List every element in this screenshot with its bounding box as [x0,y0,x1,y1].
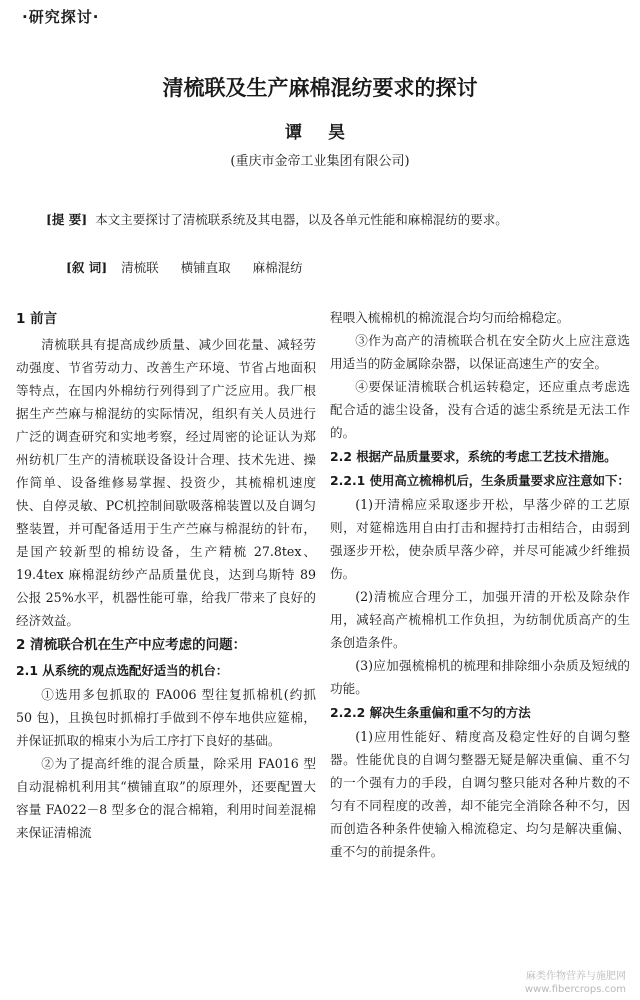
watermark-url: www.fibercrops.com [524,984,626,995]
paragraph: 程喂入梳棉机的棉流混合均匀而给棉稳定。 [330,310,570,325]
section-heading: 1 前言 [16,311,58,327]
paragraph: (1)开清棉应采取逐步开松，早落少碎的工艺原则，对筵棉选用自由打击和握持打击相结合，由弱到强逐步开松，使杂质早落少碎，并尽可能减少纤维损伤。 [330,497,630,581]
author-affiliation: (重庆市金帝工业集团有限公司) [230,154,410,169]
paragraph: (2)清梳应合理分工，加强开清的开松及除杂作用，减轻高产梳棉机工作负担，为纺制优质高产的生条创造条件。 [330,589,630,650]
keywords-label: [叙 词] [66,260,108,275]
paragraph: ③作为高产的清梳联合机在安全防火上应注意选用适当的防金属除杂器，以保证高速生产的安全。 [330,333,630,371]
keywords [66,258,606,276]
section-tag: ·研究探讨· [22,8,100,26]
right-column [330,306,630,863]
paragraph: ②为了提高纤维的混合质量，除采用 FA016 型自动混棉机利用其“横铺直取”的原理外，还要配置大容量 FA022－8 型多仓的混合棉箱，利用时间差混棉来保证清棉流 [16,756,316,840]
watermark-name: 麻类作物营养与施肥网 [526,971,626,982]
paragraph: ④要保证清梳联合机运转稳定，还应重点考虑选配合适的滤尘设备，没有合适的滤尘系统是无法工作的。 [330,379,630,440]
left-column [16,306,316,844]
paragraph: ①选用多包抓取的 FA006 型往复抓棉机(约抓 50 包)，且换包时抓棉打手做到不停车地供应筵棉，并保证抓取的棉束小为后工序打下良好的基础。 [16,687,316,748]
keyword: 横铺直取 [180,260,231,275]
article-author: 谭 昊 [285,123,355,143]
paragraph: (1)应用性能好、精度高及稳定性好的自调匀整器。性能优良的自调匀整器无疑是解决重偏、重不匀的一个强有力的手段，自调匀整只能对各种片数的不匀有不同程度的改善，却不能完全消除各种不匀，因而创造各种条件使输入棉流稳定、均匀是解决重偏、重不匀的前提条件。 [330,729,630,859]
watermark [525,970,626,996]
abstract-text: 本文主要探讨了清梳联系统及其电器，以及各单元性能和麻棉混纺的要求。 [95,212,508,227]
section-heading: 2 清梳联合机在生产中应考虑的问题： [16,637,247,653]
article-title: 清梳联及生产麻棉混纺要求的探讨 [162,76,478,100]
subsection-heading: 2.1 从系统的观点选配好适当的机台： [16,663,229,678]
keyword: 清梳联 [121,260,159,275]
paragraph: 清梳联具有提高成纱质量、减少回花量、减轻劳动强度、节省劳动力、改善生产环境、节省占地面积等特点，在国内外棉纺行列得到了广泛应用。我厂根据生产苎麻与棉混纺的实际情况，组织有关人员进行广泛的调查研究和实地考察，经过周密的论证认为郑州纺机厂生产的清梳联设备设计合理、技术先进、操作简单、设备维修易掌握、投资少，其梳棉机速度快、自停灵敏、PC机控制间歇吸落棉装置以及自调匀整装置，并可配备适用于生产苎麻与棉混纺的针布，是国产较新型的棉纺设备，生产精梳 27.8tex、19.4tex 麻棉混纺纱产品质量优良，达到乌斯特 89 公报 25%水平，机器性能可靠，给我厂带来了良好的经济效益。 [16,337,316,628]
paragraph: (3)应加强梳棉机的梳理和排除细小杂质及短绒的功能。 [330,658,630,696]
subsection-heading: 2.2 根据产品质量要求，系统的考虑工艺技术措施。 [330,449,617,464]
subsubsection-heading: 2.2.1 使用高立梳棉机后，生条质量要求应注意如下： [330,473,630,488]
abstract-label: [提 要] [46,212,88,227]
subsubsection-heading: 2.2.2 解决生条重偏和重不匀的方法 [330,705,531,720]
abstract [46,208,606,232]
keyword: 麻棉混纺 [252,260,303,275]
